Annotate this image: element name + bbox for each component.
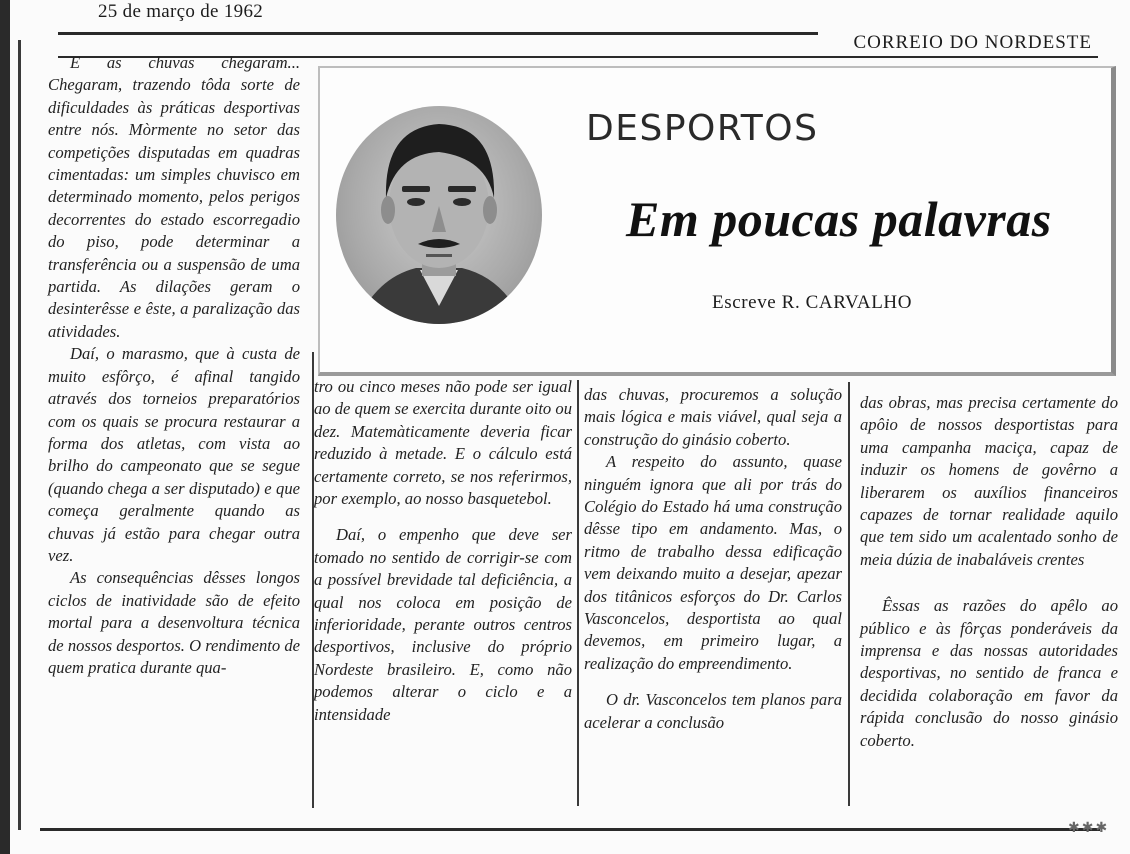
column-rule bbox=[577, 380, 579, 806]
paragraph: As consequências dêsses longos ciclos de inatividade são de efeito mortal para a desenvoltura técnica de nossos desportos. O rendimento de quem pratica durante qua- bbox=[48, 568, 300, 677]
footer-rule bbox=[40, 828, 1100, 831]
newspaper-name: CORREIO DO NORDESTE bbox=[853, 32, 1092, 53]
article-column-3 bbox=[584, 384, 842, 734]
portrait-illustration bbox=[336, 106, 542, 324]
paragraph: Daí, o empenho que deve ser tomado no sentido de corrigir-se com a possível brevidade tal deficiência, a qual nos coloca em posição de inferioridade, perante outros centros desportivos, inclusive do próprio Nordeste brasileiro. E, como não podemos alterar o ciclo e a intensidade bbox=[314, 525, 572, 724]
paragraph: Daí, o marasmo, que à custa de muito esfôrço, é afinal tangido através dos torneios preparatórios com os quais se procura restaurar a forma dos atletas, com vista ao brilho do campeonato que se segue (quando chega a ser disputado) e que começa geralmente quando as chuvas já estão para chegar outra vez. bbox=[48, 344, 300, 565]
article-headline: Em poucas palavras bbox=[626, 191, 1052, 247]
section-label: DESPORTOS bbox=[586, 108, 819, 149]
paragraph: tro ou cinco meses não pode ser igual ao de quem se exercita durante oito ou dez. Matemàticamente deveria ficar reduzido à metade. E o cálculo está certamente correto, se nos referirmos, por exemplo, ao nosso basquetebol. bbox=[314, 377, 572, 509]
print-smudge-icon: ✱✱✱ bbox=[1068, 821, 1110, 836]
column-rule bbox=[848, 382, 850, 806]
page-edge-shadow bbox=[0, 0, 10, 854]
column-rule-left bbox=[18, 40, 21, 830]
article-byline: Escreve R. CARVALHO bbox=[712, 292, 913, 313]
article-column-2 bbox=[314, 376, 572, 726]
paragraph: A respeito do assunto, quase ninguém ignora que ali por trás do Colégio do Estado há uma construção dêsse tipo em andamento. Mas, o ritmo de trabalho dessa edificação vem deixando muito a desejar, apezar dos titânicos esforços do Dr. Carlos Vasconcelos, desportista ao qual devemos, em primeiro lugar, a realização do empreendimento. bbox=[584, 452, 842, 673]
paragraph: O dr. Vasconcelos tem planos para acelerar a conclusão bbox=[584, 690, 842, 732]
issue-date: 25 de março de 1962 bbox=[98, 1, 264, 22]
header-rule bbox=[58, 32, 818, 35]
paragraph: das chuvas, procuremos a solução mais lógica e mais viável, qual seja a construção do ginásio coberto. bbox=[584, 385, 842, 449]
paragraph: Êssas as razões do apêlo ao público e às fôrças ponderáveis da imprensa e das nossas autoridades desportivas, no sentido de franca e decidida colaboração em favor da rápida conclusão do nosso ginásio coberto. bbox=[860, 596, 1118, 750]
portrait-photo-icon bbox=[336, 106, 542, 324]
paragraph: E as chuvas chegaram... Chegaram, trazendo tôda sorte de dificuldades às práticas desportivas entre nós. Mòrmente no setor das competições disputadas em quadras cimentadas: um simples chuvisco em determinado momento, pelos perigos decorrentes do estado escorregadio do piso, pode determinar a transferência ou a suspensão de uma partida. As dilações geram o desinterêsse e êste, a paralização das atividades. bbox=[48, 53, 300, 341]
article-column-1 bbox=[48, 52, 300, 679]
article-column-4 bbox=[860, 392, 1118, 752]
paragraph: das obras, mas precisa certamente do apôio de nossos desportistas para uma campanha maciça, capaz de induzir os homens de govêrno a liberarem os auxílios financeiros capazes de tornar realidade aquilo que tem sido um acalentado sonho de meia dúzia de inabaláveis crentes bbox=[860, 393, 1118, 569]
